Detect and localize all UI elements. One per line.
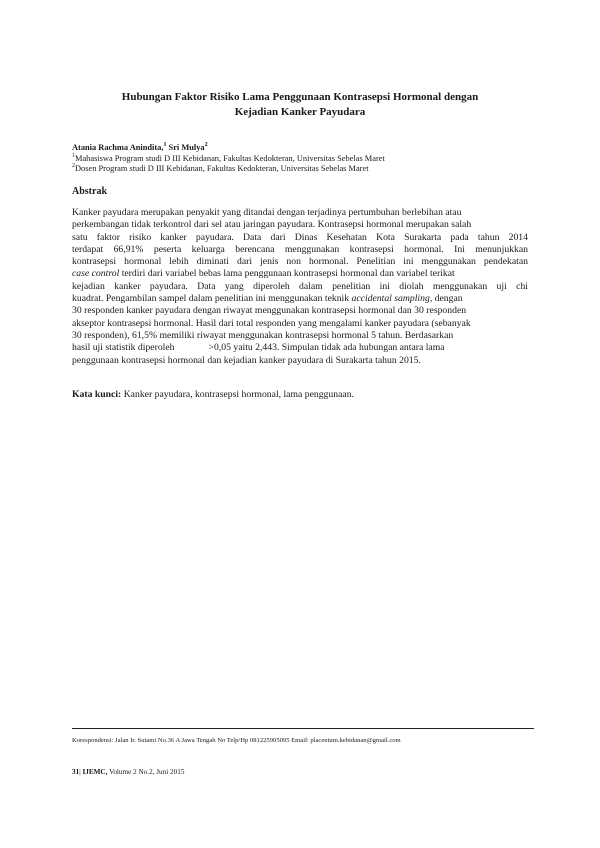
abstract-line-8: [72, 293, 528, 305]
affiliation-1: [72, 154, 532, 165]
abstract-line-3: satu faktor risiko kanker payudara. Data dari Dinas Kesehatan Kota Surakarta pada tahun 2014: [72, 231, 528, 243]
abstract-body: [72, 207, 528, 367]
keywords-text: Kanker payudara, kontrasepsi hormonal, lama penggunaan.: [121, 389, 354, 400]
page-number: 31: [72, 768, 80, 776]
abstract-line-12-b: >0,05 yaitu 2,443. Simpulan tidak ada hubungan antara lama: [208, 342, 445, 354]
journal-issue: Volume 2 No.2, Juni 2015: [107, 768, 185, 776]
keywords: [72, 389, 528, 401]
affiliation-2-text: Dosen Program studi D III Kebidanan, Fakultas Kedokteran, Universitas Sebelas Maret: [75, 164, 369, 173]
accidental-sampling-term: accidental sampling: [351, 293, 430, 305]
paper-title: [96, 90, 504, 120]
affiliation-2-sup: 2: [72, 163, 75, 170]
author-1: Atania Rachma Anindita,: [72, 143, 164, 152]
author-names: [72, 143, 532, 154]
title-line-2: Kejadian Kanker Payudara: [234, 106, 366, 118]
keywords-label: Kata kunci:: [72, 389, 122, 400]
page-separator: |: [79, 768, 83, 776]
affiliation-1-sup: 1: [72, 152, 75, 159]
abstract-line-5: kontrasepsi hormonal lebih diminati dari jenis non hormonal. Penelitian ini menggunakan pendekatan: [72, 256, 528, 268]
abstract-line-6: [72, 268, 528, 280]
abstract-heading: Abstrak: [72, 186, 108, 197]
abstract-line-8-pre: kuadrat. Pengambilan sampel dalam penelitian ini menggunakan teknik: [72, 293, 352, 305]
affiliation-1-text: Mahasiswa Program studi D III Kebidanan, Fakultas Kedokteran, Universitas Sebelas Maret: [75, 153, 385, 163]
journal-name: IJEMC,: [82, 768, 108, 776]
abstract-line-10: akseptor kontrasepsi hormonal. Hasil dari total responden yang mengalami kanker payudara (sebanyak: [72, 317, 471, 329]
author-block: [72, 143, 532, 175]
abstract-line-9: 30 responden kanker payudara dengan riwayat menggunakan kontrasepsi hormonal dan 30 responden: [72, 305, 467, 317]
author-1-sup: 1: [163, 142, 167, 149]
abstract-line-7: kejadian kanker payudara. Data yang diperoleh dalam penelitian ini diolah menggunakan uji chi: [72, 280, 528, 292]
correspondence-note: Korespondensi: Jalan Ir. Sutami No.36 A Jawa Tengah No Telp/Hp 081225905095 Email: placentum.kebidanan@gmail.com: [72, 737, 401, 744]
abstract-line-4: terdapat 66,91% peserta keluarga berencana menggunakan kontrasepsi hormonal. Ini menunjukkan: [72, 243, 528, 255]
abstract-line-13: penggunaan kontrasepsi hormonal dan kejadian kanker payudara di Surakarta tahun 2015.: [72, 354, 421, 366]
abstract-line-8-post: , dengan: [429, 293, 463, 305]
abstract-line-2: perkembangan tidak terkontrol dari sel atau jaringan payudara. Kontrasepsi hormonal merupakan salah: [72, 219, 472, 231]
page-info: [72, 768, 184, 777]
author-2-sup: 2: [204, 142, 208, 149]
abstract-line-11: 30 responden), 61,5% memiliki riwayat menggunakan kontrasepsi hormonal 5 tahun. Berdasarkan: [72, 329, 454, 341]
author-2: Sri Mulya: [168, 143, 205, 152]
case-control-term: case control: [72, 268, 120, 280]
abstract-line-1: Kanker payudara merupakan penyakit yang ditandai dengan terjadinya pertumbuhan berlebihan atau: [72, 207, 462, 218]
affiliation-2: [72, 164, 532, 175]
abstract-line-12-a: hasil uji statistik diperoleh: [72, 342, 175, 354]
abstract-line-12: [72, 342, 528, 354]
abstract-line-6-rest: terdiri dari variabel bebas lama penggunaan kontrasepsi hormonal dan variabel terikat: [119, 268, 455, 280]
title-line-1: Hubungan Faktor Risiko Lama Penggunaan Kontrasepsi Hormonal dengan: [121, 91, 479, 103]
footer-divider: [72, 728, 534, 729]
